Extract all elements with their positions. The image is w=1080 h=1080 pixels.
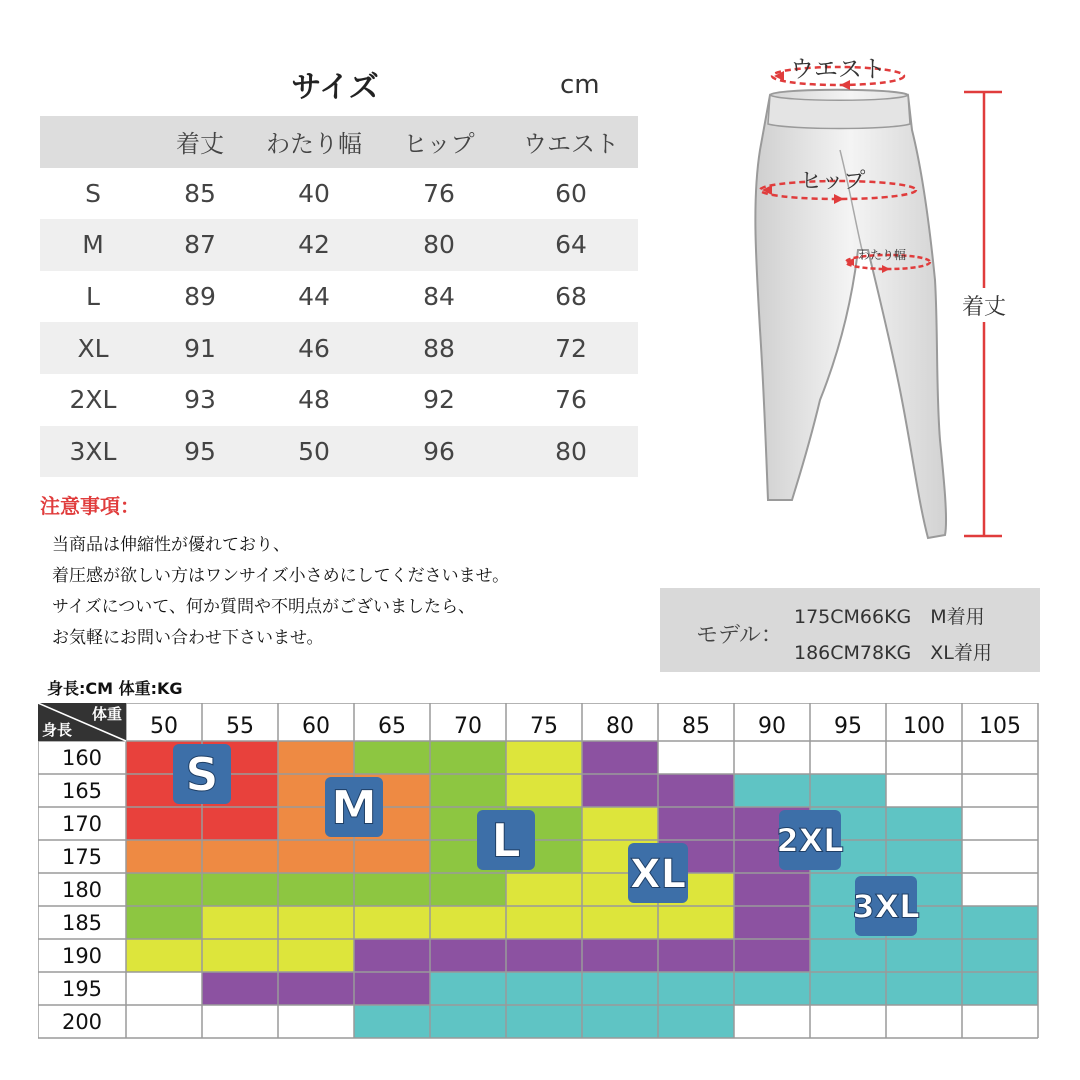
grid-cell <box>126 972 202 1005</box>
grid-cell <box>278 906 354 939</box>
size-table-cell: 2XL <box>69 385 117 415</box>
size-table-cell: 72 <box>555 333 587 363</box>
grid-cell <box>202 906 278 939</box>
size-table-header-cell: わたり幅 <box>266 130 362 159</box>
grid-cell <box>658 741 734 774</box>
grid-cell <box>658 972 734 1005</box>
grid-cell <box>202 873 278 906</box>
size-table-header-row <box>40 116 638 168</box>
size-table-cell: 91 <box>184 333 216 363</box>
note-line: 当商品は伸縮性が優れており、 <box>52 535 290 555</box>
grid-cell <box>658 939 734 972</box>
grid-cell <box>354 972 430 1005</box>
grid-cell <box>126 1005 202 1038</box>
grid-cell <box>886 840 962 873</box>
size-table-cell: S <box>85 178 101 208</box>
grid-cell <box>278 939 354 972</box>
pants-diagram <box>740 50 1060 550</box>
grid-cell <box>278 873 354 906</box>
grid-cell <box>810 741 886 774</box>
size-grid <box>38 703 1042 1043</box>
grid-cell <box>886 741 962 774</box>
size-table <box>40 116 638 477</box>
grid-cell <box>962 807 1038 840</box>
size-table-cell: 76 <box>423 178 455 208</box>
size-badge-label: 3XL <box>852 887 920 926</box>
grid-cell <box>886 807 962 840</box>
model-line: 186CM78KG XL着用 <box>794 642 992 664</box>
length-measure <box>952 92 1016 536</box>
size-table-cell: 96 <box>423 436 455 466</box>
weight-header: 75 <box>530 714 558 739</box>
grid-cell <box>886 972 962 1005</box>
size-badge-label: XL <box>629 851 687 898</box>
size-table-header-cell <box>40 116 146 168</box>
weight-header: 70 <box>454 714 482 739</box>
size-table-row <box>40 374 638 426</box>
grid-cell <box>506 939 582 972</box>
grid-cell <box>810 774 886 807</box>
grid-cell <box>354 840 430 873</box>
grid-cell <box>582 1005 658 1038</box>
grid-cell <box>126 807 202 840</box>
grid-cell <box>962 906 1038 939</box>
size-table-cell: M <box>82 230 104 260</box>
size-badge-label: M <box>331 780 377 835</box>
grid-cell <box>734 972 810 1005</box>
size-table-header-cell: 着丈 <box>176 130 224 159</box>
unit-label: cm <box>560 70 600 100</box>
size-table-cell: 85 <box>184 178 216 208</box>
grid-cell <box>506 1005 582 1038</box>
grid-cell <box>962 840 1038 873</box>
size-table-cell: 46 <box>298 333 330 363</box>
grid-cell <box>962 774 1038 807</box>
waist-label: ウエスト <box>790 55 886 83</box>
weight-header: 60 <box>302 714 330 739</box>
height-header: 200 <box>61 1010 103 1034</box>
grid-cell <box>734 939 810 972</box>
size-table-cell: 88 <box>423 333 455 363</box>
size-table-row <box>40 168 638 220</box>
grid-cell <box>354 939 430 972</box>
grid-cell <box>202 939 278 972</box>
grid-cell <box>506 774 582 807</box>
grid-cell <box>734 1005 810 1038</box>
weight-header: 100 <box>903 714 945 739</box>
grid-cell <box>962 741 1038 774</box>
grid-cell <box>506 873 582 906</box>
size-chart-title: サイズ <box>291 70 379 105</box>
notes-title: 注意事項： <box>40 494 140 518</box>
grid-cell <box>126 939 202 972</box>
size-table-cell: 80 <box>423 230 455 260</box>
grid-cell <box>962 873 1038 906</box>
size-table-cell: 60 <box>555 178 587 208</box>
note-line: サイズについて、何か質問や不明点がございましたら、 <box>52 597 475 617</box>
size-badge-label: L <box>491 813 521 868</box>
weight-header: 80 <box>606 714 634 739</box>
grid-cell <box>658 1005 734 1038</box>
grid-cell <box>962 939 1038 972</box>
size-table-cell: 64 <box>555 230 587 260</box>
size-table-cell: 48 <box>298 385 330 415</box>
grid-cell <box>202 807 278 840</box>
height-header: 165 <box>61 779 103 803</box>
weight-header: 85 <box>682 714 710 739</box>
grid-cell <box>734 906 810 939</box>
size-table-cell: 89 <box>184 282 216 312</box>
grid-caption: 身長:CM 体重:KG <box>47 679 183 698</box>
grid-cell <box>582 906 658 939</box>
size-table-cell: XL <box>77 333 109 363</box>
size-table-row <box>40 426 638 478</box>
grid-cell <box>582 807 658 840</box>
notes-body <box>52 530 509 654</box>
grid-cell <box>810 1005 886 1038</box>
size-table-cell: 44 <box>298 282 330 312</box>
corner-height-label: 身長 <box>42 721 73 739</box>
corner-weight-label: 体重 <box>91 705 122 723</box>
grid-cell <box>126 906 202 939</box>
grid-cell <box>810 972 886 1005</box>
grid-cell <box>582 774 658 807</box>
size-table-cell: 42 <box>298 230 330 260</box>
grid-cell <box>202 840 278 873</box>
grid-cell <box>430 1005 506 1038</box>
grid-cell <box>962 1005 1038 1038</box>
height-header: 195 <box>61 977 103 1001</box>
grid-cell <box>962 972 1038 1005</box>
thigh-label: わたり幅 <box>858 248 907 262</box>
grid-cell <box>886 1005 962 1038</box>
size-table-cell: 80 <box>555 436 587 466</box>
size-table-cell: 76 <box>555 385 587 415</box>
weight-header: 105 <box>979 714 1021 739</box>
height-header: 175 <box>61 845 103 869</box>
grid-cell <box>430 939 506 972</box>
grid-cell <box>202 1005 278 1038</box>
note-line: お気軽にお問い合わせ下さいませ。 <box>52 628 324 648</box>
grid-cell <box>430 741 506 774</box>
grid-cell <box>278 741 354 774</box>
model-info-box <box>660 588 1040 672</box>
size-badge-label: 2XL <box>776 821 844 860</box>
grid-cell <box>506 741 582 774</box>
grid-cell <box>582 972 658 1005</box>
grid-cell <box>354 741 430 774</box>
size-table-cell: 93 <box>184 385 216 415</box>
size-table-cell: 50 <box>298 436 330 466</box>
grid-cell <box>278 1005 354 1038</box>
size-table-row <box>40 322 638 374</box>
grid-cell <box>126 840 202 873</box>
grid-cell <box>658 906 734 939</box>
size-table-cell: 68 <box>555 282 587 312</box>
size-table-row <box>40 271 638 323</box>
grid-cell <box>582 741 658 774</box>
note-line: 着圧感が欲しい方はワンサイズ小さめにしてくださいませ。 <box>52 566 510 586</box>
model-label: モデル： <box>696 623 783 648</box>
grid-cell <box>430 774 506 807</box>
grid-cell <box>278 840 354 873</box>
grid-cell <box>506 972 582 1005</box>
size-table-cell: L <box>86 282 100 312</box>
pants-icon <box>755 90 946 538</box>
height-header: 190 <box>61 944 103 968</box>
height-header: 185 <box>61 911 103 935</box>
grid-cell <box>126 873 202 906</box>
size-table-row <box>40 219 638 271</box>
height-header: 160 <box>61 746 103 770</box>
hip-label: ヒップ <box>800 169 866 194</box>
grid-cell <box>430 972 506 1005</box>
size-table-header-cell: ウエスト <box>523 130 619 159</box>
grid-cell <box>734 774 810 807</box>
grid-cell <box>506 906 582 939</box>
grid-cell <box>278 972 354 1005</box>
grid-cell <box>734 873 810 906</box>
height-header: 170 <box>61 812 103 836</box>
grid-cell <box>658 774 734 807</box>
size-table-cell: 95 <box>184 436 216 466</box>
grid-cell <box>354 873 430 906</box>
size-table-cell: 3XL <box>69 436 117 466</box>
grid-cell <box>430 873 506 906</box>
weight-header: 50 <box>150 714 178 739</box>
grid-cell <box>354 1005 430 1038</box>
grid-cell <box>886 939 962 972</box>
grid-cell <box>734 741 810 774</box>
grid-cell <box>202 972 278 1005</box>
grid-cell <box>430 906 506 939</box>
grid-cell <box>658 807 734 840</box>
weight-header: 65 <box>378 714 406 739</box>
size-table-cell: 92 <box>423 385 455 415</box>
size-table-cell: 40 <box>298 178 330 208</box>
grid-cell <box>810 939 886 972</box>
height-header: 180 <box>61 878 103 902</box>
weight-header: 95 <box>834 714 862 739</box>
size-table-cell: 87 <box>184 230 216 260</box>
grid-cell <box>354 906 430 939</box>
grid-cell <box>582 939 658 972</box>
grid-cell <box>886 774 962 807</box>
length-label: 着丈 <box>961 295 1007 320</box>
size-badge-label: S <box>185 747 219 802</box>
waist-measure <box>772 55 904 90</box>
model-line: 175CM66KG M着用 <box>794 606 985 628</box>
size-table-cell: 84 <box>423 282 455 312</box>
weight-header: 90 <box>758 714 786 739</box>
size-table-header-cell: ヒップ <box>403 130 475 159</box>
weight-header: 55 <box>226 714 254 739</box>
